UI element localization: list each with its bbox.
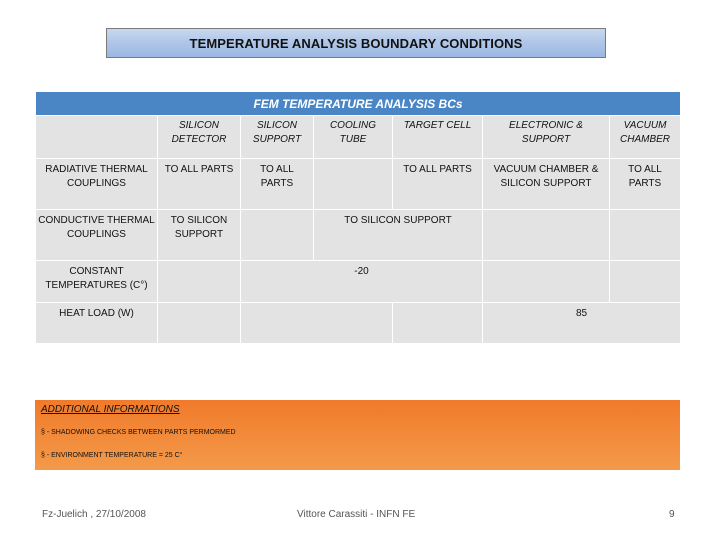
- table-row: [36, 261, 681, 303]
- column-header: COOLING TUBE: [314, 116, 393, 159]
- table-cell: TO ALL PARTS: [241, 159, 314, 210]
- table-cell: [241, 303, 393, 344]
- footer-date: Fz-Juelich , 27/10/2008: [42, 509, 146, 520]
- column-header: SILICON SUPPORT: [241, 116, 314, 159]
- table-cell: [483, 261, 610, 303]
- table-cell: -20: [241, 261, 483, 303]
- table-cell: TO SILICON SUPPORT: [314, 210, 483, 261]
- row-label: RADIATIVE THERMAL COUPLINGS: [36, 159, 158, 210]
- table-cell: [393, 303, 483, 344]
- info-title: ADDITIONAL INFORMATIONS: [41, 404, 180, 415]
- slide-title: [106, 28, 606, 58]
- row-label: HEAT LOAD (W): [36, 303, 158, 344]
- table-row: [36, 159, 681, 210]
- footer-author: Vittore Carassiti - INFN FE: [297, 509, 416, 520]
- column-header: ELECTRONIC & SUPPORT: [483, 116, 610, 159]
- table-cell: [314, 159, 393, 210]
- table-cell: TO ALL PARTS: [158, 159, 241, 210]
- table-cell: TO ALL PARTS: [393, 159, 483, 210]
- slide-title-text: TEMPERATURE ANALYSIS BOUNDARY CONDITIONS: [189, 35, 523, 51]
- info-line: § - ENVIRONMENT TEMPERATURE = 25 C°: [41, 452, 183, 459]
- boundary-conditions-table: [35, 91, 681, 344]
- table-cell: VACUUM CHAMBER & SILICON SUPPORT: [483, 159, 610, 210]
- table-cell: [483, 210, 610, 261]
- column-header: SILICON DETECTOR: [158, 116, 241, 159]
- table-cell: [158, 261, 241, 303]
- column-header: TARGET CELL: [393, 116, 483, 159]
- table-header: FEM TEMPERATURE ANALYSIS BCs: [36, 92, 681, 116]
- row-label: CONDUCTIVE THERMAL COUPLINGS: [36, 210, 158, 261]
- row-label: CONSTANT TEMPERATURES (C°): [36, 261, 158, 303]
- table-cell: [241, 210, 314, 261]
- table-cell: [610, 261, 681, 303]
- page-number: 9: [669, 509, 675, 520]
- table-cell: [610, 210, 681, 261]
- table-row: [36, 303, 681, 344]
- table-cell: TO ALL PARTS: [610, 159, 681, 210]
- column-header: VACUUM CHAMBER: [610, 116, 681, 159]
- additional-info-box: [35, 400, 680, 470]
- table-cell: TO SILICON SUPPORT: [158, 210, 241, 261]
- table-cell: [158, 303, 241, 344]
- table-row: [36, 210, 681, 261]
- corner-cell: [36, 116, 158, 159]
- table-cell: 85: [483, 303, 681, 344]
- info-line: § - SHADOWING CHECKS BETWEEN PARTS PERMORMED: [41, 429, 236, 436]
